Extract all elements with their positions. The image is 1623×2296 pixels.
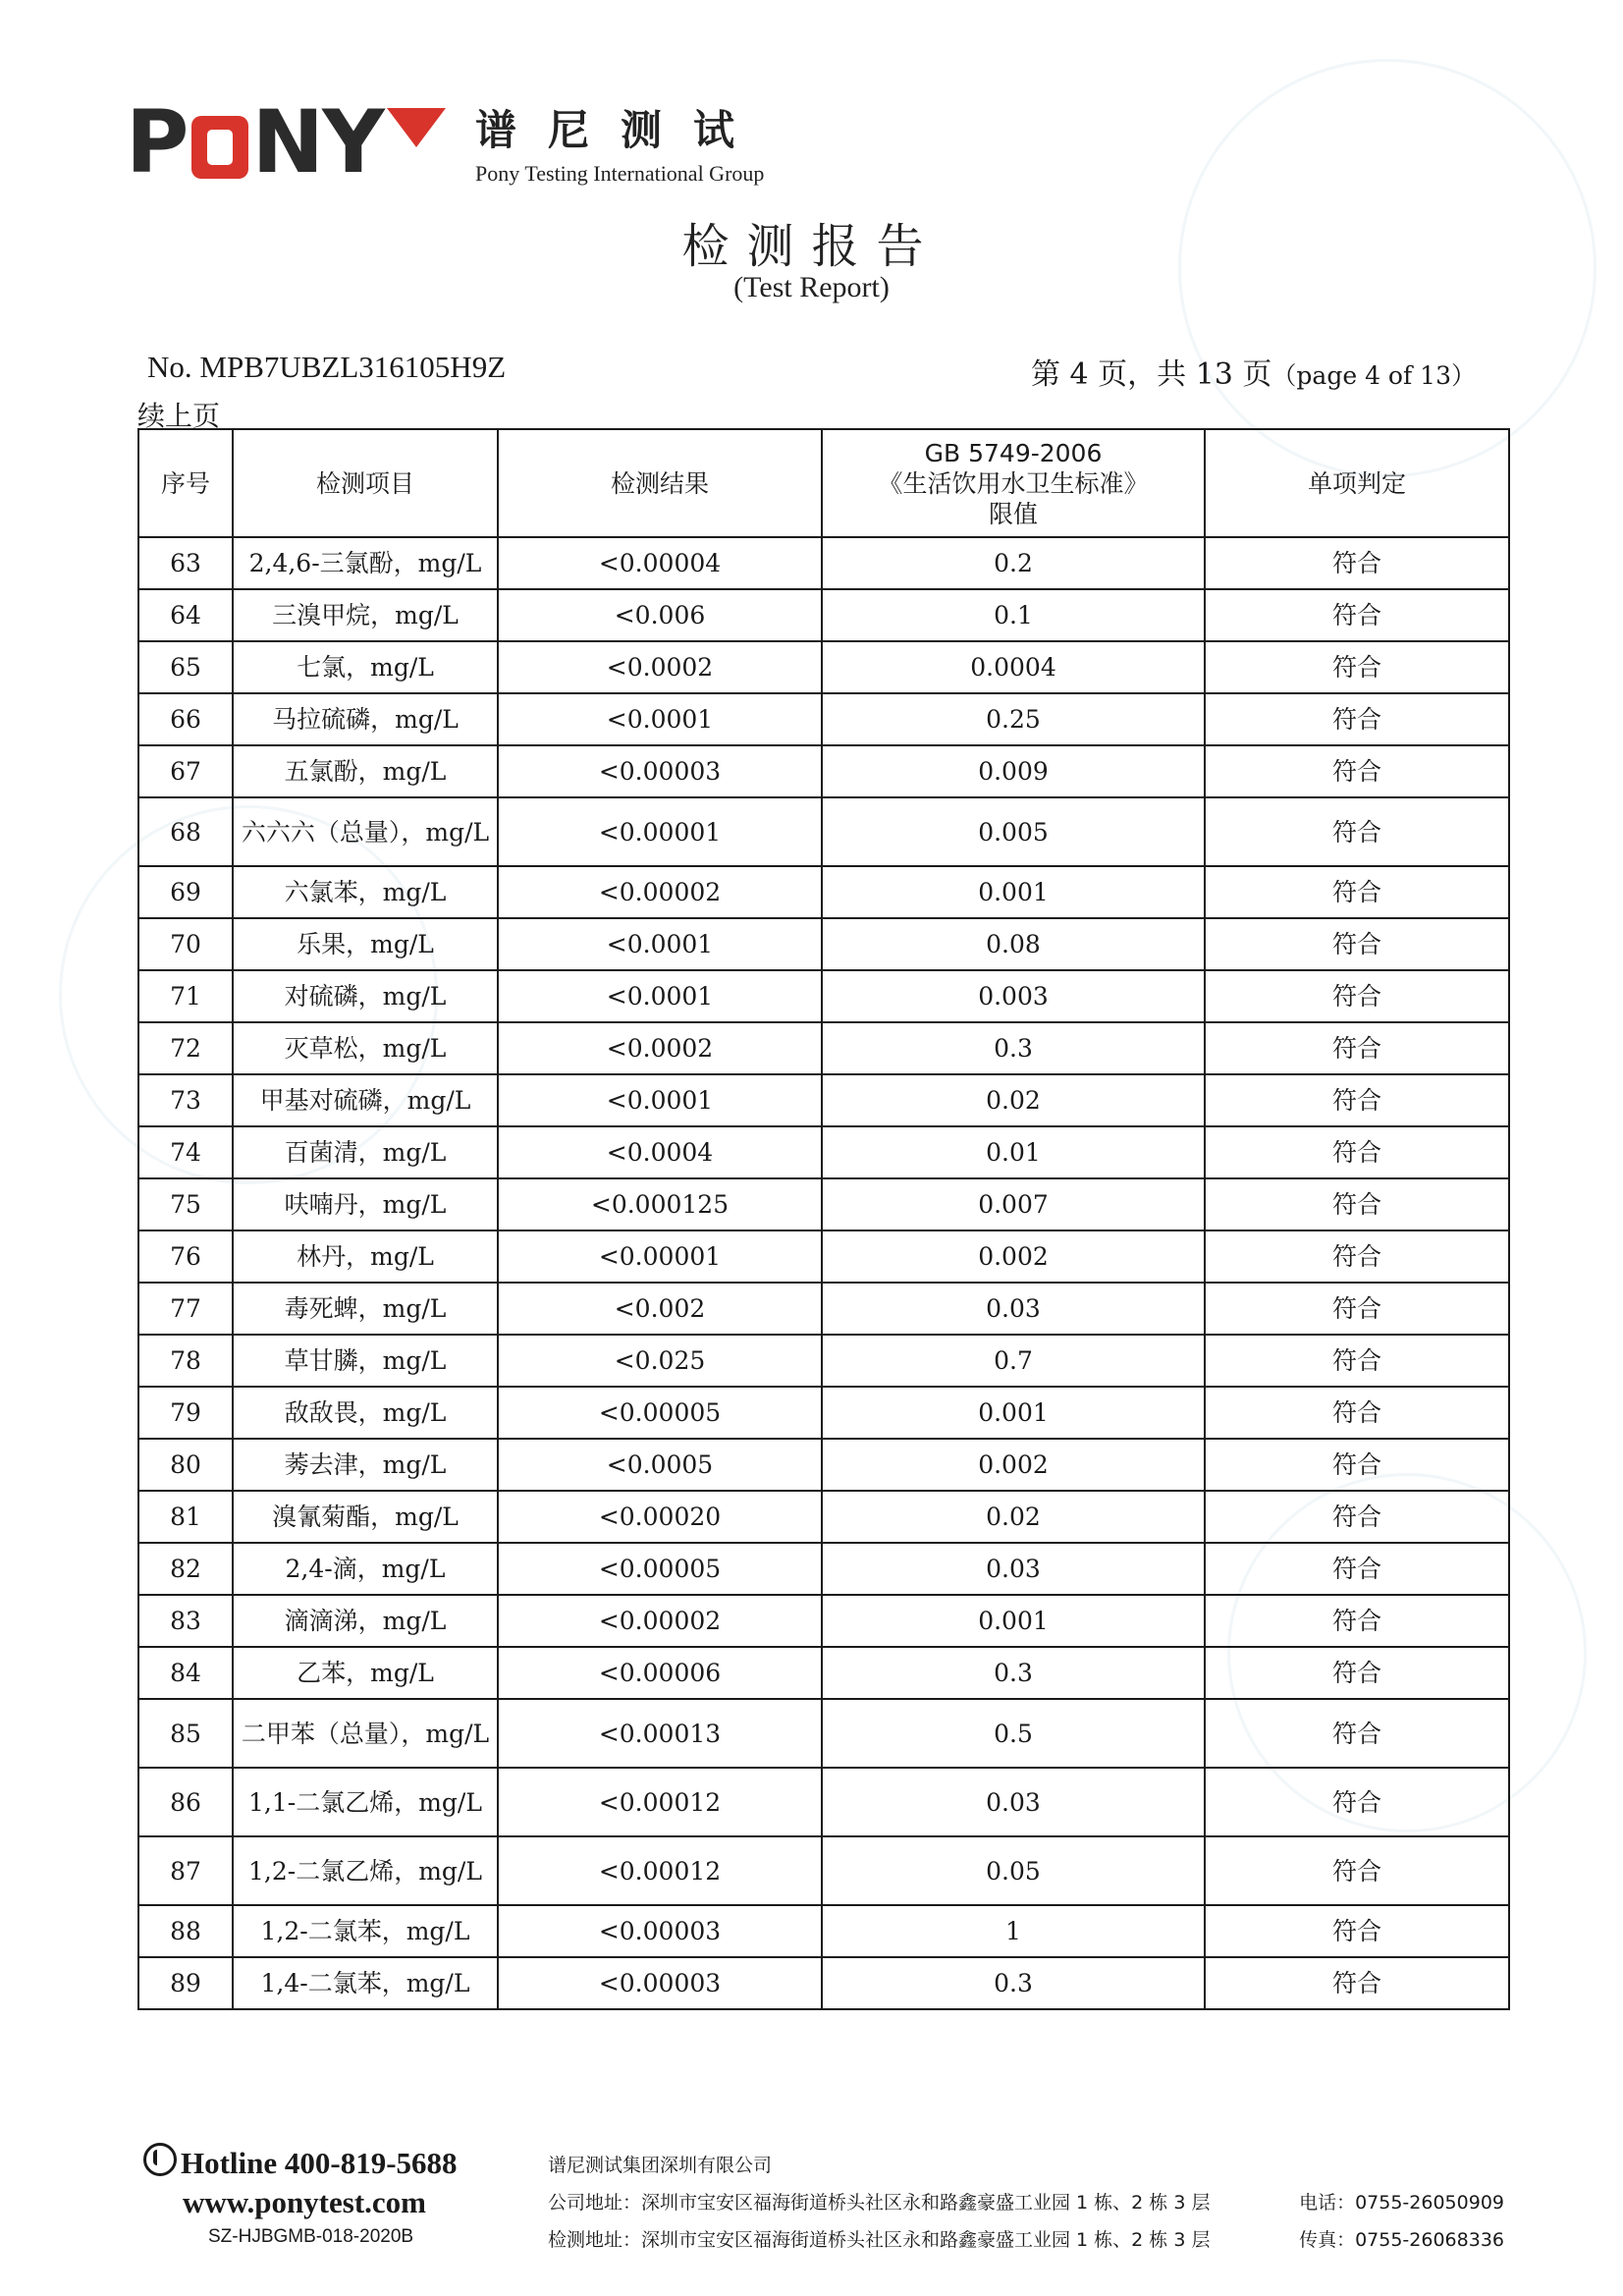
company-address-row [548, 2184, 1530, 2221]
cell-item: 2,4-滴，mg/L [233, 1543, 498, 1595]
cell-result: <0.00013 [498, 1699, 822, 1768]
table-row [138, 1595, 1509, 1647]
cell-result: <0.0002 [498, 641, 822, 693]
cell-limit: 0.3 [822, 1647, 1205, 1699]
table-row [138, 589, 1509, 641]
cell-judgement: 符合 [1205, 1543, 1509, 1595]
cell-judgement: 符合 [1205, 537, 1509, 589]
cell-index: 83 [138, 1595, 233, 1647]
cell-item: 2,4,6-三氯酚，mg/L [233, 537, 498, 589]
table-row [138, 745, 1509, 797]
cell-result: <0.0001 [498, 1074, 822, 1126]
table-row [138, 1074, 1509, 1126]
table-row [138, 1647, 1509, 1699]
cell-result: <0.00005 [498, 1543, 822, 1595]
cell-item: 对硫磷，mg/L [233, 970, 498, 1022]
cell-result: <0.00002 [498, 866, 822, 918]
website-link[interactable]: www.ponytest.com [183, 2185, 426, 2219]
cell-limit: 0.03 [822, 1283, 1205, 1335]
cell-result: <0.00004 [498, 537, 822, 589]
cell-index: 72 [138, 1022, 233, 1074]
cell-judgement: 符合 [1205, 1283, 1509, 1335]
cell-result: <0.00001 [498, 1230, 822, 1283]
cell-judgement: 符合 [1205, 1074, 1509, 1126]
company-fax: 传真：0755-26068336 [1299, 2229, 1504, 2251]
cell-limit: 0.003 [822, 970, 1205, 1022]
cell-limit: 0.05 [822, 1836, 1205, 1905]
cell-index: 71 [138, 970, 233, 1022]
table-row [138, 970, 1509, 1022]
cell-result: <0.00003 [498, 1957, 822, 2009]
cell-result: <0.00012 [498, 1836, 822, 1905]
cell-index: 69 [138, 866, 233, 918]
cell-item: 敌敌畏，mg/L [233, 1387, 498, 1439]
page-indicator [1031, 350, 1476, 393]
table-row [138, 1283, 1509, 1335]
cell-judgement: 符合 [1205, 1768, 1509, 1836]
cell-judgement: 符合 [1205, 1335, 1509, 1387]
cell-limit: 0.005 [822, 797, 1205, 866]
report-number: No. MPB7UBZL316105H9Z [147, 350, 507, 384]
cell-index: 86 [138, 1768, 233, 1836]
cell-judgement: 符合 [1205, 1699, 1509, 1768]
header-limit-standard: GB 5749-2006 [924, 438, 1103, 467]
table-header-row [138, 429, 1509, 537]
cell-item: 草甘膦，mg/L [233, 1335, 498, 1387]
cell-judgement: 符合 [1205, 1905, 1509, 1957]
table-row [138, 1022, 1509, 1074]
cell-limit: 0.25 [822, 693, 1205, 745]
cell-index: 87 [138, 1836, 233, 1905]
cell-result: <0.00012 [498, 1768, 822, 1836]
cell-judgement: 符合 [1205, 1126, 1509, 1178]
cell-item: 滴滴涕，mg/L [233, 1595, 498, 1647]
cell-item: 三溴甲烷，mg/L [233, 589, 498, 641]
lab-address: 检测地址：深圳市宝安区福海街道桥头社区永和路鑫豪盛工业园 1 栋、2 栋 3 层 [548, 2229, 1211, 2251]
cell-judgement: 符合 [1205, 1230, 1509, 1283]
cell-index: 81 [138, 1491, 233, 1543]
cell-item: 六六六（总量），mg/L [233, 797, 498, 866]
cell-result: <0.0001 [498, 970, 822, 1022]
header-judgement: 单项判定 [1205, 429, 1509, 537]
cell-result: <0.025 [498, 1335, 822, 1387]
cell-limit: 0.002 [822, 1439, 1205, 1491]
table-row [138, 1178, 1509, 1230]
table-row [138, 641, 1509, 693]
cell-result: <0.002 [498, 1283, 822, 1335]
cell-judgement: 符合 [1205, 1491, 1509, 1543]
cell-limit: 0.001 [822, 1387, 1205, 1439]
header-limit [822, 429, 1205, 537]
cell-result: <0.006 [498, 589, 822, 641]
cell-judgement: 符合 [1205, 589, 1509, 641]
cell-result: <0.0005 [498, 1439, 822, 1491]
table-row [138, 797, 1509, 866]
lab-address-row [548, 2221, 1530, 2259]
table-row [138, 1230, 1509, 1283]
cell-index: 75 [138, 1178, 233, 1230]
cell-item: 呋喃丹，mg/L [233, 1178, 498, 1230]
cell-result: <0.00003 [498, 1905, 822, 1957]
logo-o-mark [191, 116, 248, 179]
report-subtitle: (Test Report) [733, 271, 890, 303]
cell-result: <0.0002 [498, 1022, 822, 1074]
cell-result: <0.0001 [498, 693, 822, 745]
table-row [138, 1836, 1509, 1905]
cell-limit: 0.007 [822, 1178, 1205, 1230]
cell-judgement: 符合 [1205, 1836, 1509, 1905]
cell-limit: 0.001 [822, 866, 1205, 918]
cell-limit: 0.3 [822, 1957, 1205, 2009]
continued-label: 续上页 [137, 400, 221, 432]
cell-result: <0.00005 [498, 1387, 822, 1439]
cell-limit: 0.03 [822, 1768, 1205, 1836]
cell-index: 76 [138, 1230, 233, 1283]
cell-index: 70 [138, 918, 233, 970]
cell-index: 84 [138, 1647, 233, 1699]
cell-judgement: 符合 [1205, 1178, 1509, 1230]
cell-item: 1,4-二氯苯，mg/L [233, 1957, 498, 2009]
header-limit-label: 限值 [988, 499, 1038, 528]
cell-judgement: 符合 [1205, 1439, 1509, 1491]
table-row [138, 537, 1509, 589]
cell-result: <0.0004 [498, 1126, 822, 1178]
cell-limit: 0.5 [822, 1699, 1205, 1768]
brand-name-cn: 谱尼测试 [475, 106, 767, 154]
table-row [138, 918, 1509, 970]
cell-index: 65 [138, 641, 233, 693]
cell-limit: 0.02 [822, 1074, 1205, 1126]
logo-text-p: P [126, 91, 188, 192]
cell-judgement: 符合 [1205, 918, 1509, 970]
company-phone: 电话：0755-26050909 [1299, 2192, 1504, 2214]
table-row [138, 1126, 1509, 1178]
cell-judgement: 符合 [1205, 1022, 1509, 1074]
cell-limit: 0.01 [822, 1126, 1205, 1178]
cell-limit: 0.009 [822, 745, 1205, 797]
table-row [138, 1387, 1509, 1439]
table-row [138, 1768, 1509, 1836]
table-row [138, 1439, 1509, 1491]
cell-index: 66 [138, 693, 233, 745]
cell-result: <0.00020 [498, 1491, 822, 1543]
company-name: 谱尼测试集团深圳有限公司 [548, 2155, 773, 2176]
brand-name-en: Pony Testing International Group [475, 161, 765, 186]
cell-judgement: 符合 [1205, 1387, 1509, 1439]
cell-limit: 0.3 [822, 1022, 1205, 1074]
cell-item: 甲基对硫磷，mg/L [233, 1074, 498, 1126]
header-result: 检测结果 [498, 429, 822, 537]
cell-limit: 0.001 [822, 1595, 1205, 1647]
cell-item: 灭草松，mg/L [233, 1022, 498, 1074]
cell-item: 乐果，mg/L [233, 918, 498, 970]
cell-index: 80 [138, 1439, 233, 1491]
cell-limit: 0.03 [822, 1543, 1205, 1595]
cell-judgement: 符合 [1205, 641, 1509, 693]
cell-item: 1,2-二氯苯，mg/L [233, 1905, 498, 1957]
pony-logo [126, 91, 446, 192]
cell-judgement: 符合 [1205, 866, 1509, 918]
page-indicator-cn: 第 4 页，共 13 页 [1031, 357, 1272, 392]
cell-index: 88 [138, 1905, 233, 1957]
cell-judgement: 符合 [1205, 693, 1509, 745]
cell-item: 七氯，mg/L [233, 641, 498, 693]
cell-limit: 0.0004 [822, 641, 1205, 693]
cell-judgement: 符合 [1205, 1595, 1509, 1647]
cell-item: 乙苯，mg/L [233, 1647, 498, 1699]
page-indicator-en: （page 4 of 13） [1271, 361, 1476, 390]
cell-limit: 0.1 [822, 589, 1205, 641]
cell-judgement: 符合 [1205, 1957, 1509, 2009]
cell-item: 林丹，mg/L [233, 1230, 498, 1283]
cell-limit: 0.02 [822, 1491, 1205, 1543]
results-table [137, 428, 1510, 2010]
cell-result: <0.00003 [498, 745, 822, 797]
cell-limit: 0.2 [822, 537, 1205, 589]
cell-index: 85 [138, 1699, 233, 1768]
cell-item: 溴氰菊酯，mg/L [233, 1491, 498, 1543]
cell-index: 68 [138, 797, 233, 866]
form-code: SZ-HJBGMB-018-2020B [208, 2226, 414, 2247]
phone-icon [143, 2143, 177, 2176]
cell-result: <0.00002 [498, 1595, 822, 1647]
table-row [138, 1543, 1509, 1595]
cell-result: <0.0001 [498, 918, 822, 970]
table-row [138, 1957, 1509, 2009]
cell-index: 74 [138, 1126, 233, 1178]
cell-index: 63 [138, 537, 233, 589]
cell-index: 79 [138, 1387, 233, 1439]
cell-result: <0.000125 [498, 1178, 822, 1230]
cell-result: <0.00001 [498, 797, 822, 866]
cell-limit: 0.08 [822, 918, 1205, 970]
logo-text-ny: NY [251, 91, 383, 192]
header-limit-standard-name: 《生活饮用水卫生标准》 [878, 468, 1149, 498]
cell-result: <0.00006 [498, 1647, 822, 1699]
brand-name [475, 106, 766, 187]
cell-judgement: 符合 [1205, 745, 1509, 797]
table-row [138, 1699, 1509, 1768]
cell-limit: 1 [822, 1905, 1205, 1957]
cell-item: 二甲苯（总量），mg/L [233, 1699, 498, 1768]
cell-item: 1,2-二氯乙烯，mg/L [233, 1836, 498, 1905]
cell-item: 莠去津，mg/L [233, 1439, 498, 1491]
report-title: 检测报告 [681, 219, 942, 274]
footer-contact [143, 2143, 458, 2248]
cell-item: 毒死蜱，mg/L [233, 1283, 498, 1335]
cell-item: 六氯苯，mg/L [233, 866, 498, 918]
table-row [138, 1335, 1509, 1387]
hotline-text: Hotline 400-819-5688 [181, 2146, 458, 2180]
company-address: 公司地址：深圳市宝安区福海街道桥头社区永和路鑫豪盛工业园 1 栋、2 栋 3 层 [548, 2192, 1211, 2214]
cell-judgement: 符合 [1205, 1647, 1509, 1699]
footer-address-block [548, 2147, 1530, 2259]
table-row [138, 693, 1509, 745]
table-row [138, 866, 1509, 918]
cell-index: 73 [138, 1074, 233, 1126]
cell-item: 五氯酚，mg/L [233, 745, 498, 797]
cell-limit: 0.002 [822, 1230, 1205, 1283]
logo-triangle-icon [387, 108, 446, 147]
hotline [143, 2143, 458, 2181]
cell-index: 64 [138, 589, 233, 641]
cell-limit: 0.7 [822, 1335, 1205, 1387]
cell-index: 82 [138, 1543, 233, 1595]
table-row [138, 1905, 1509, 1957]
cell-item: 1,1-二氯乙烯，mg/L [233, 1768, 498, 1836]
cell-index: 77 [138, 1283, 233, 1335]
cell-item: 百菌清，mg/L [233, 1126, 498, 1178]
header-item: 检测项目 [233, 429, 498, 537]
table-row [138, 1491, 1509, 1543]
cell-judgement: 符合 [1205, 970, 1509, 1022]
cell-index: 89 [138, 1957, 233, 2009]
header-index: 序号 [138, 429, 233, 537]
cell-index: 78 [138, 1335, 233, 1387]
cell-item: 马拉硫磷，mg/L [233, 693, 498, 745]
cell-index: 67 [138, 745, 233, 797]
cell-judgement: 符合 [1205, 797, 1509, 866]
